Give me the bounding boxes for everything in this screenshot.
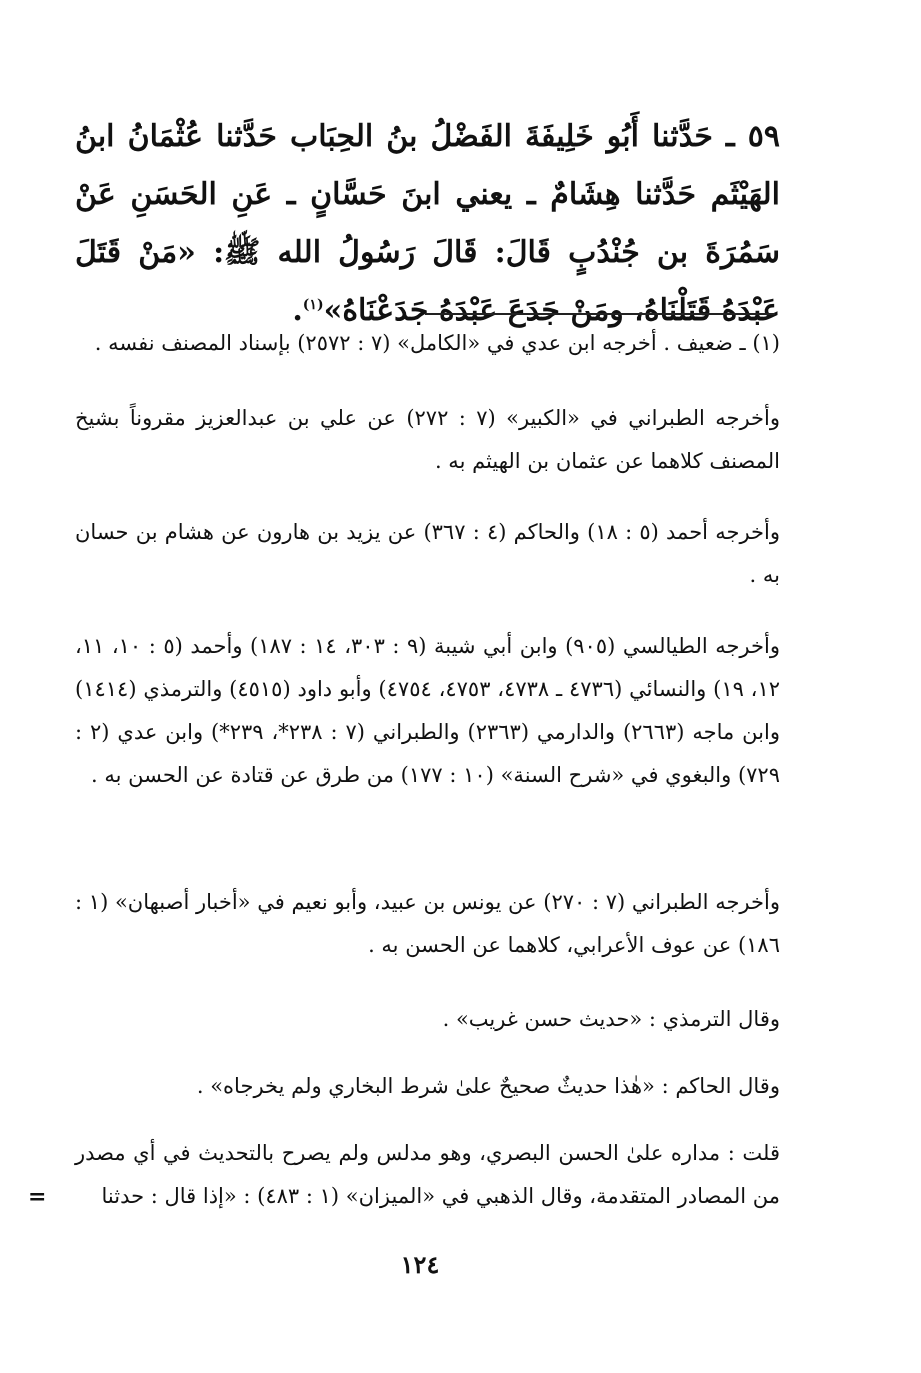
footnote-paragraph: وأخرجه أحمد (٥ : ١٨) والحاكم (٤ : ٣٦٧) عن يزيد بن هارون عن هشام بن حسان به . bbox=[75, 520, 780, 587]
footnote-paragraph: وأخرجه الطبراني في «الكبير» (٧ : ٢٧٢) عن علي بن عبدالعزيز مقروناً بشيخ المصنف كلاهما عن عثمان بن الهيثم به . bbox=[75, 406, 780, 473]
footnote-paragraph: وأخرجه الطيالسي (٩٠٥) وابن أبي شيبة (٩ : ٣٠٣، ١٤ : ١٨٧) وأحمد (٥ : ١٠، ١١، ١٢، ١٩) والنسائي (٤٧٣٦ ـ ٤٧٣٨، ٤٧٥٣، ٤٧٥٤) وأبو داود (٤٥١٥) والترمذي (١٤١٤) وابن ماجه (٢٦٦٣) والدارمي (٢٣٦٣) والطبراني (٧ : ٢٣٨*، ٢٣٩*) وابن عدي (٢ : ٧٢٩) والبغوي في «شرح السنة» (١٠ : ١٧٧) من طرق عن قتادة عن الحسن به . bbox=[75, 634, 781, 787]
hadith-body: ٥٩ ـ حَدَّثنا أَبُو خَلِيفَةَ الفَضْلُ بنُ الحِبَاب حَدَّثنا عُثْمَانُ ابنُ الهَيْثَم حَدَّثنا هِشَامٌ ـ يعني ابنَ حَسَّانٍ ـ عَنِ الحَسَنِ عَنْ سَمُرَةَ بن جُنْدُبٍ قَالَ: قَالَ رَسُولُ الله ﷺ: «مَنْ قَتَلَ عَبْدَهُ قَتَلْنَاهُ، ومَنْ جَدَعَ عَبْدَهُ جَدَعْنَاهُ» bbox=[75, 119, 780, 328]
footnote-paragraph: قلت : مداره علىٰ الحسن البصري، وهو مدلس ولم يصرح بالتحديث في أي مصدر من المصادر المتقدمة، وقال الذهبي في «الميزان» (١ : ٤٨٣) : «إذا قال : حدثنا bbox=[75, 1141, 780, 1208]
footnote-paragraph: وأخرجه الطبراني (٧ : ٢٧٠) عن يونس بن عبيد، وأبو نعيم في «أخبار أصبهان» (١ : ١٨٦) عن عوف الأعرابي، كلاهما عن الحسن به . bbox=[75, 890, 780, 957]
footnote-paragraph: وقال الترمذي : «حديث حسن غريب» . bbox=[442, 1007, 780, 1031]
page-number: ١٢٤ bbox=[400, 1250, 440, 1279]
hadith-text bbox=[75, 108, 780, 340]
footnote-separator bbox=[425, 313, 775, 315]
continuation-mark: = bbox=[28, 1184, 47, 1210]
footnote-reference: (١) bbox=[302, 297, 324, 313]
footnote-paragraph: وقال الحاكم : «هٰذا حديثٌ صحيحٌ علىٰ شرط البخاري ولم يخرجاه» . bbox=[196, 1074, 780, 1098]
hadith-end: . bbox=[292, 293, 303, 328]
footnote-paragraph: (١) ـ ضعيف . أخرجه ابن عدي في «الكامل» (٧ : ٢٥٧٢) بإسناد المصنف نفسه . bbox=[94, 331, 780, 355]
